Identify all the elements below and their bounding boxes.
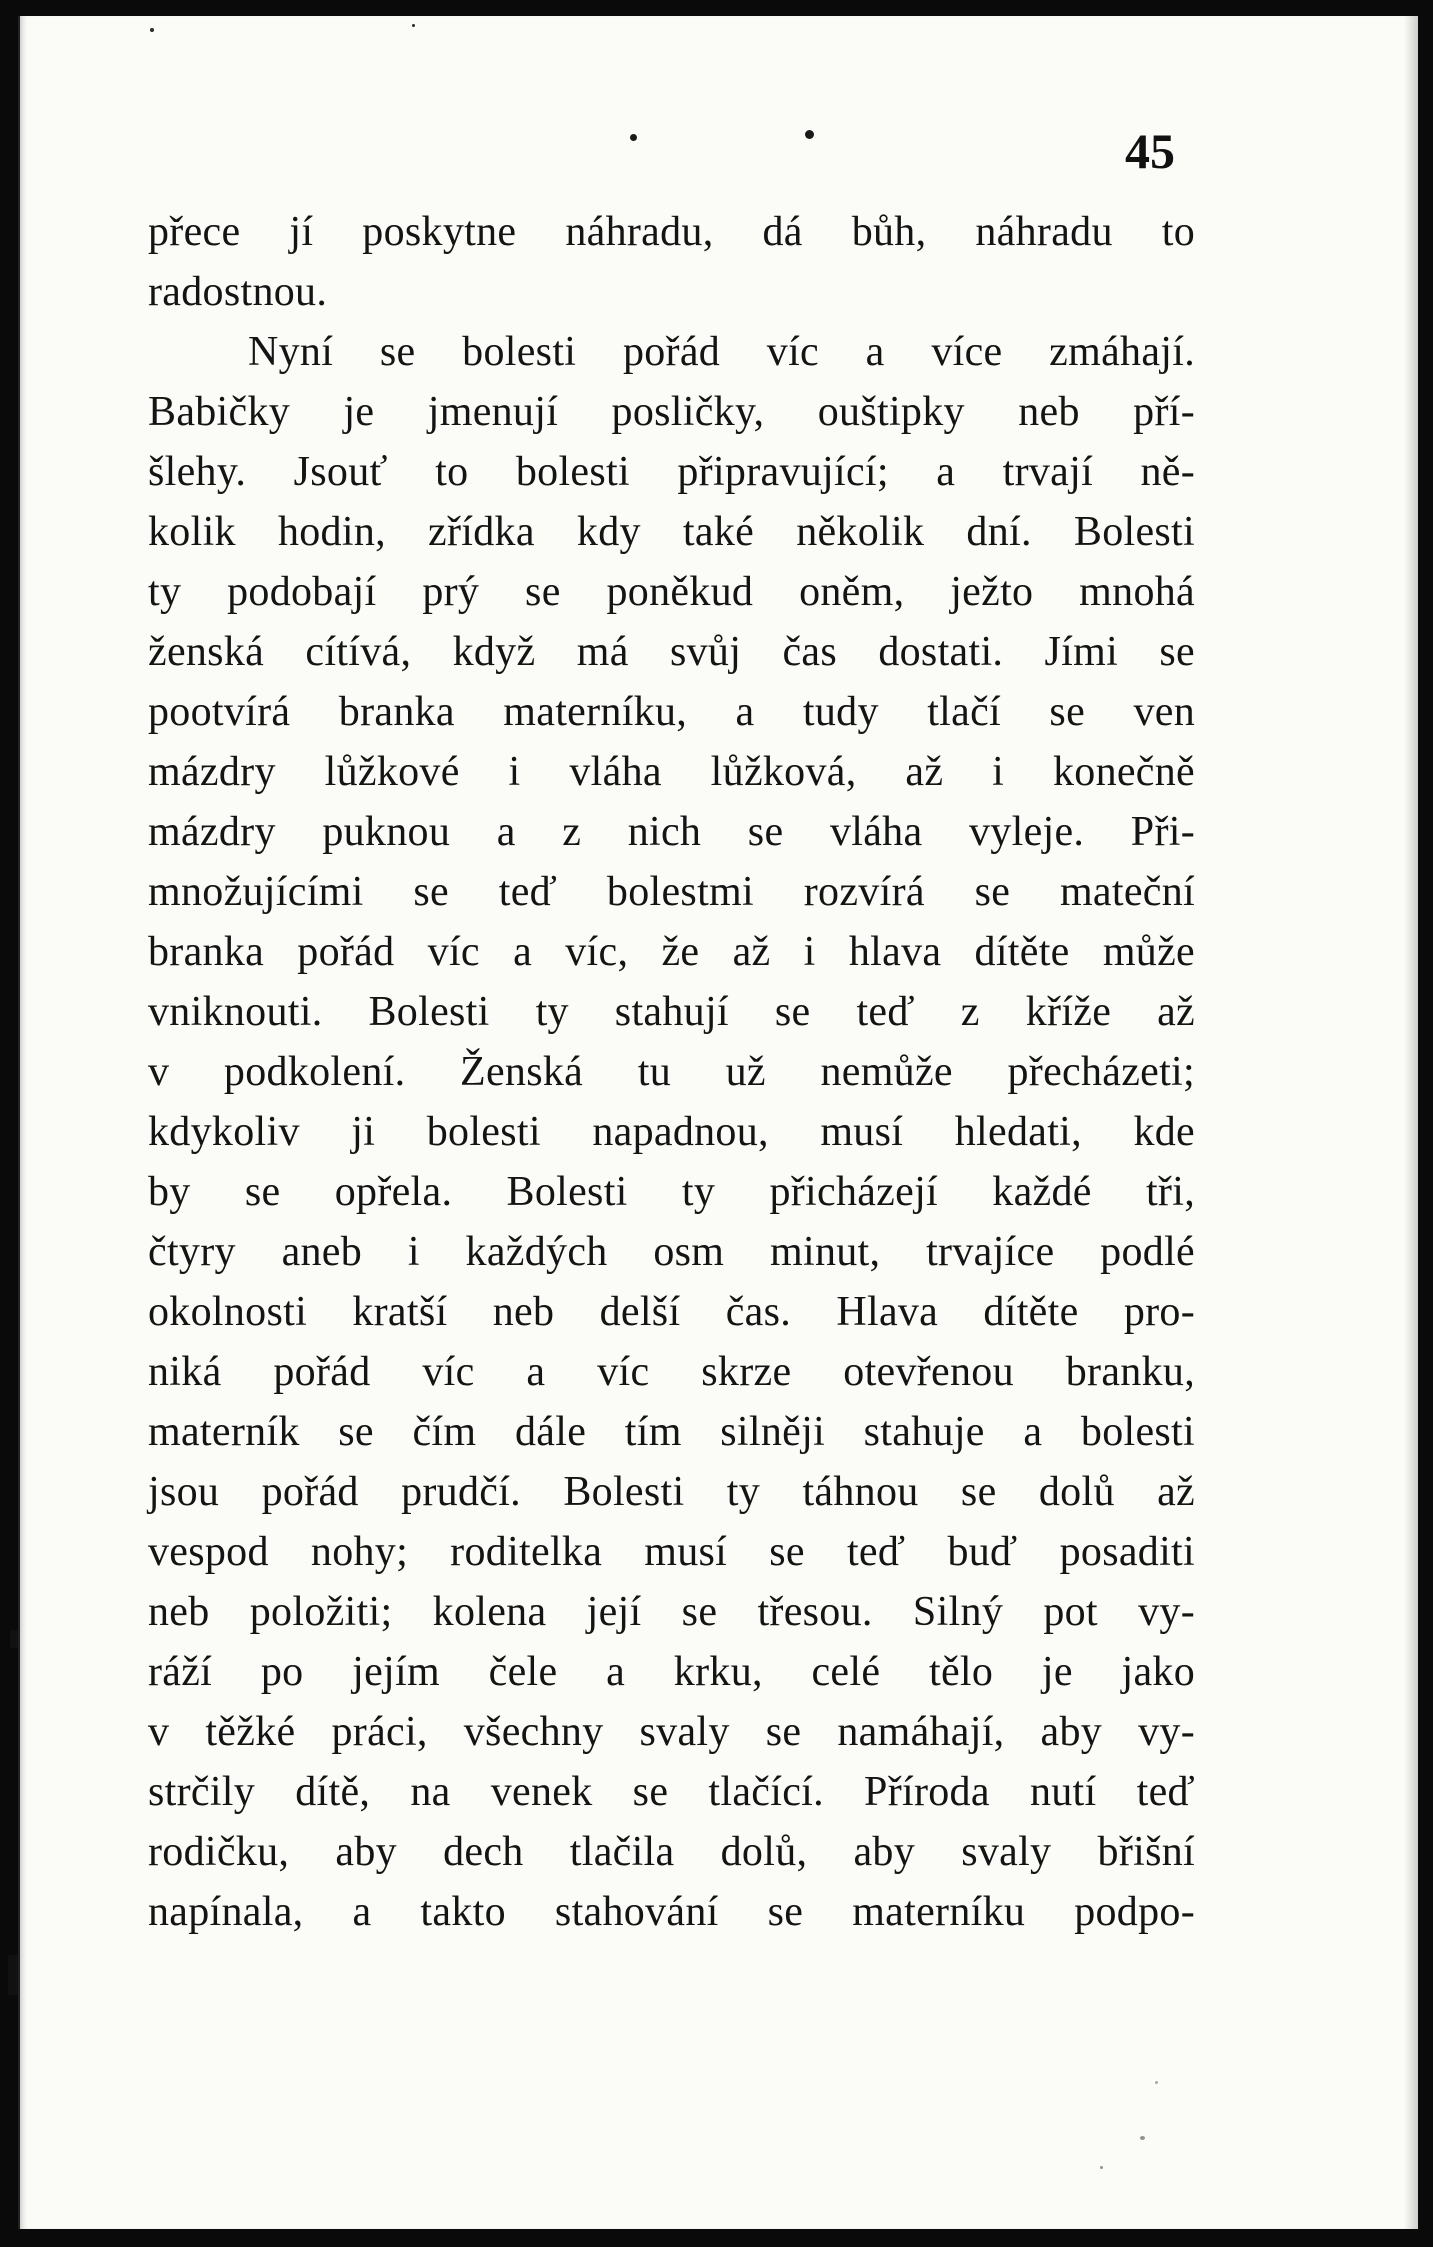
text-line: čtyry aneb i každých osm minut, trvajíce podlé	[148, 1229, 1195, 1275]
text-line: ženská cítívá, když má svůj čas dostati. Jími se	[148, 629, 1195, 675]
text-line: přece jí poskytne náhradu, dá bůh, náhradu to	[148, 209, 1195, 255]
binding-mark	[8, 1955, 18, 1995]
text-line: ty podobají prý se poněkud oněm, ježto mnohá	[148, 569, 1195, 615]
text-line: šlehy. Jsouť to bolesti připravující; a trvají ně-	[148, 449, 1195, 495]
paper-speck	[412, 24, 415, 27]
paper-speck	[1140, 2136, 1145, 2140]
page-edge-shadow	[1404, 16, 1418, 2229]
text-line: branka pořád víc a víc, že až i hlava dítěte může	[148, 929, 1195, 975]
header-ornament-dots	[620, 128, 840, 152]
text-line: mázdry lůžkové i vláha lůžková, až i konečně	[148, 749, 1195, 795]
text-line: v těžké práci, všechny svaly se namáhají, aby vy-	[148, 1709, 1195, 1755]
text-line: rodičku, aby dech tlačila dolů, aby svaly břišní	[148, 1829, 1195, 1875]
page-number: 45	[1125, 123, 1175, 179]
book-page	[18, 16, 1418, 2229]
text-line: materník se čím dále tím silněji stahuje a bolesti	[148, 1409, 1195, 1455]
text-line: okolnosti kratší neb delší čas. Hlava dítěte pro-	[148, 1289, 1195, 1335]
paper-speck	[1155, 2081, 1158, 2084]
text-line: vespod nohy; roditelka musí se teď buď posaditi	[148, 1529, 1195, 1575]
text-line: vniknouti. Bolesti ty stahují se teď z kříže až	[148, 989, 1195, 1035]
text-line: radostnou.	[148, 269, 328, 315]
ornament-dot	[805, 130, 814, 139]
text-line: ráží po jejím čele a krku, celé tělo je jako	[148, 1649, 1195, 1695]
text-line: niká pořád víc a víc skrze otevřenou branku,	[148, 1349, 1195, 1395]
text-line: napínala, a takto stahování se materníku podpo-	[148, 1889, 1195, 1935]
text-line: Nyní se bolesti pořád víc a více zmáhají.	[248, 329, 1195, 375]
text-line: kdykoliv ji bolesti napadnou, musí hledati, kde	[148, 1109, 1195, 1155]
body-text	[148, 202, 1195, 1942]
text-line: strčily dítě, na venek se tlačící. Příroda nutí teď	[148, 1769, 1195, 1815]
text-line: jsou pořád prudčí. Bolesti ty táhnou se dolů až	[148, 1469, 1195, 1515]
text-line: množujícími se teď bolestmi rozvírá se mateční	[148, 869, 1195, 915]
text-line: v podkolení. Ženská tu už nemůže přecházeti;	[148, 1049, 1195, 1095]
paper-speck	[150, 28, 154, 32]
ornament-dot	[630, 134, 637, 141]
text-line: pootvírá branka materníku, a tudy tlačí se ven	[148, 689, 1195, 735]
text-line: by se opřela. Bolesti ty přicházejí každé tři,	[148, 1169, 1195, 1215]
text-line: Babičky je jmenují posličky, ouštipky neb pří-	[148, 389, 1195, 435]
binding-mark	[10, 1630, 18, 1648]
text-line: kolik hodin, zřídka kdy také několik dní. Bolesti	[148, 509, 1195, 555]
text-line: mázdry puknou a z nich se vláha vyleje. Při-	[148, 809, 1195, 855]
paper-speck	[1100, 2166, 1103, 2169]
text-line: neb položiti; kolena její se třesou. Silný pot vy-	[148, 1589, 1195, 1635]
